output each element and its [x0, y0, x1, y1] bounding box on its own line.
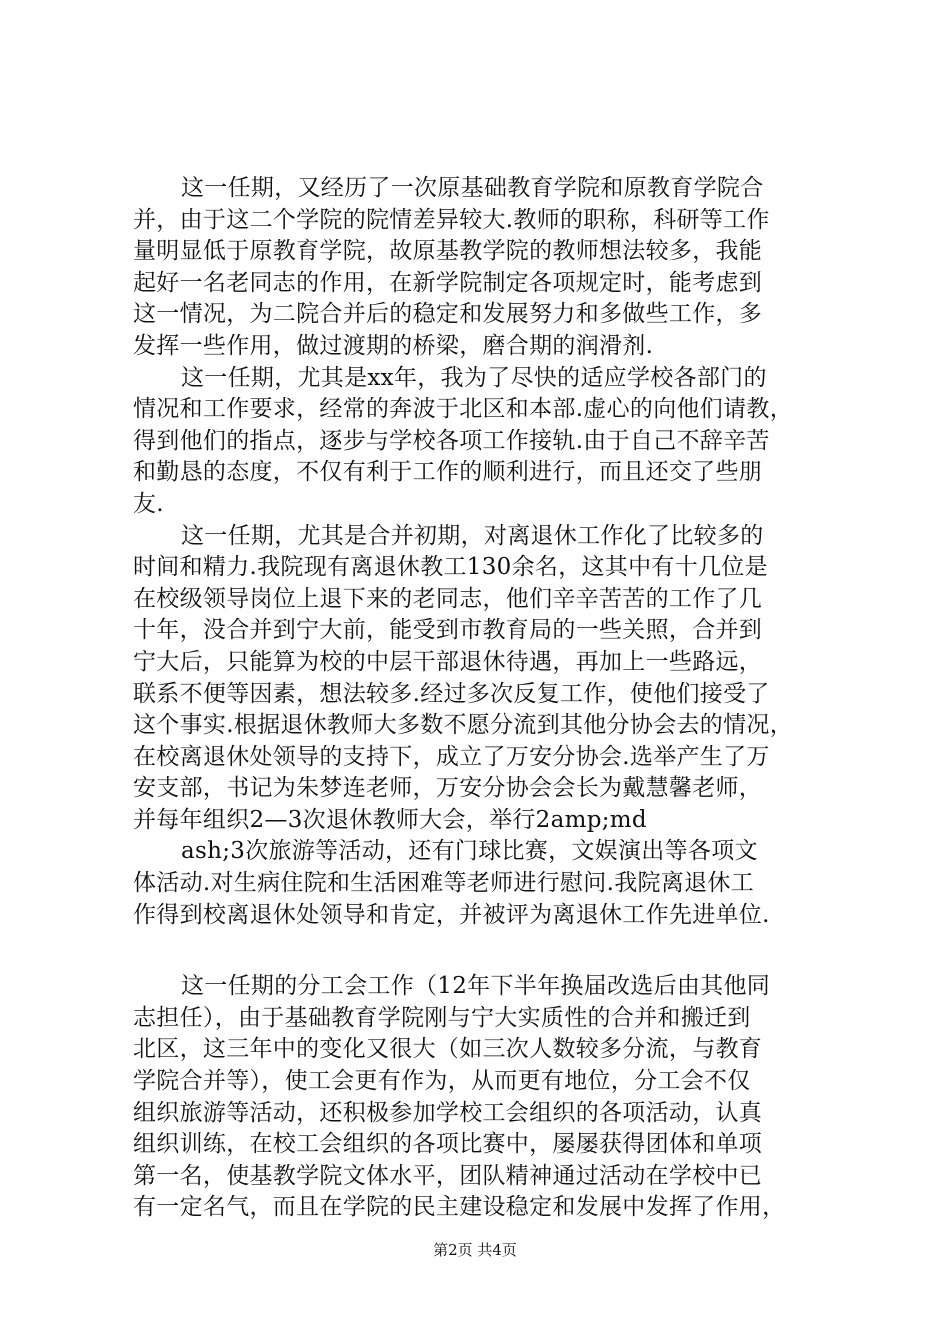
text-line: 并每年组织2—3次退休教师大会，举行2amp;md: [133, 806, 647, 833]
text-line: 作得到校离退休处领导和肯定，并被评为离退休工作先进单位.: [133, 901, 770, 928]
paragraph-spacer: [133, 931, 833, 971]
paragraph-1: [133, 173, 833, 363]
text-line: 这个事实.根据退休教师大多数不愿分流到其他分协会去的情况，: [133, 712, 794, 739]
text-line: 学院合并等），使工会更有作为，从而更有地位，分工会不仅: [133, 1068, 751, 1095]
text-line: 量明显低于原教育学院，故原基教学院的教师想法较多，我能: [133, 238, 763, 265]
paragraph-5: [133, 971, 833, 1224]
text-line: 时间和精力.我院现有离退休教工130余名，这其中有十几位是: [133, 554, 768, 581]
text-line: 得到他们的指点，逐步与学校各项工作接轨.由于自己不辞辛苦: [133, 427, 770, 454]
text-line: 这一任期，尤其是xx年，我为了尽快的适应学校各部门的: [181, 364, 767, 391]
text-line: 并，由于这二个学院的院情差异较大.教师的职称，科研等工作: [133, 206, 770, 233]
paragraph-4: [133, 836, 833, 931]
text-line: 第一名，使基教学院文体水平，团队精神通过活动在学校中已: [133, 1162, 763, 1189]
text-line: 组织旅游等活动，还积极参加学校工会组织的各项活动，认真: [133, 1099, 763, 1126]
text-line: 志担任），由于基础教育学院刚与宁大实质性的合并和搬迁到: [133, 1004, 751, 1031]
text-line: 这一任期，又经历了一次原基础教育学院和原教育学院合: [181, 175, 764, 201]
text-line: 情况和工作要求，经常的奔波于北区和本部.虚心的向他们请教，: [133, 396, 794, 423]
text-line: 起好一名老同志的作用，在新学院制定各项规定时，能考虑到: [133, 269, 763, 296]
text-line: 联系不便等因素，想法较多.经过多次反复工作，使他们接受了: [133, 680, 770, 707]
paragraph-3: [133, 521, 833, 837]
text-line: 这一任期的分工会工作（12年下半年换届改选后由其他同: [181, 973, 771, 1000]
text-line: ash;3次旅游等活动，还有门球比赛，文娱演出等各项文: [181, 838, 758, 865]
text-line: 这一情况，为二院合并后的稳定和发展努力和多做些工作，多: [133, 301, 763, 328]
text-line: 组织训练，在校工会组织的各项比赛中，屡屡获得团体和单项: [133, 1131, 763, 1158]
text-line: 北区，这三年中的变化又很大（如三次人数较多分流，与教育: [133, 1036, 763, 1063]
text-line: 体活动.对生病住院和生活困难等老师进行慰问.我院离退休工: [133, 870, 755, 897]
paragraph-2: [133, 363, 833, 521]
text-line: 宁大后，只能算为校的中层干部退休待遇，再加上一些路远，: [133, 648, 763, 675]
text-line: 在校级领导岗位上退下来的老同志，他们辛辛苦苦的工作了几: [133, 585, 763, 612]
text-line: 十年，没合并到宁大前，能受到市教育局的一些关照，合并到: [133, 617, 763, 644]
text-line: 有一定名气，而且在学院的民主建设稳定和发展中发挥了作用，: [133, 1194, 786, 1221]
text-line: 友.: [133, 490, 164, 517]
text-line: 在校离退休处领导的支持下，成立了万安分协会.选举产生了万: [133, 743, 770, 770]
text-line: 发挥一些作用，做过渡期的桥梁，磨合期的润滑剂.: [133, 332, 654, 359]
text-line: 安支部，书记为朱梦连老师，万安分协会会长为戴慧馨老师，: [133, 775, 763, 802]
page-number-footer: 第2页 共4页: [433, 1241, 517, 1259]
text-line: 和勤恳的态度，不仅有利于工作的顺利进行，而且还交了些朋: [133, 459, 763, 486]
document-body: [133, 173, 833, 1224]
text-line: 这一任期，尤其是合并初期，对离退休工作化了比较多的: [181, 522, 764, 549]
